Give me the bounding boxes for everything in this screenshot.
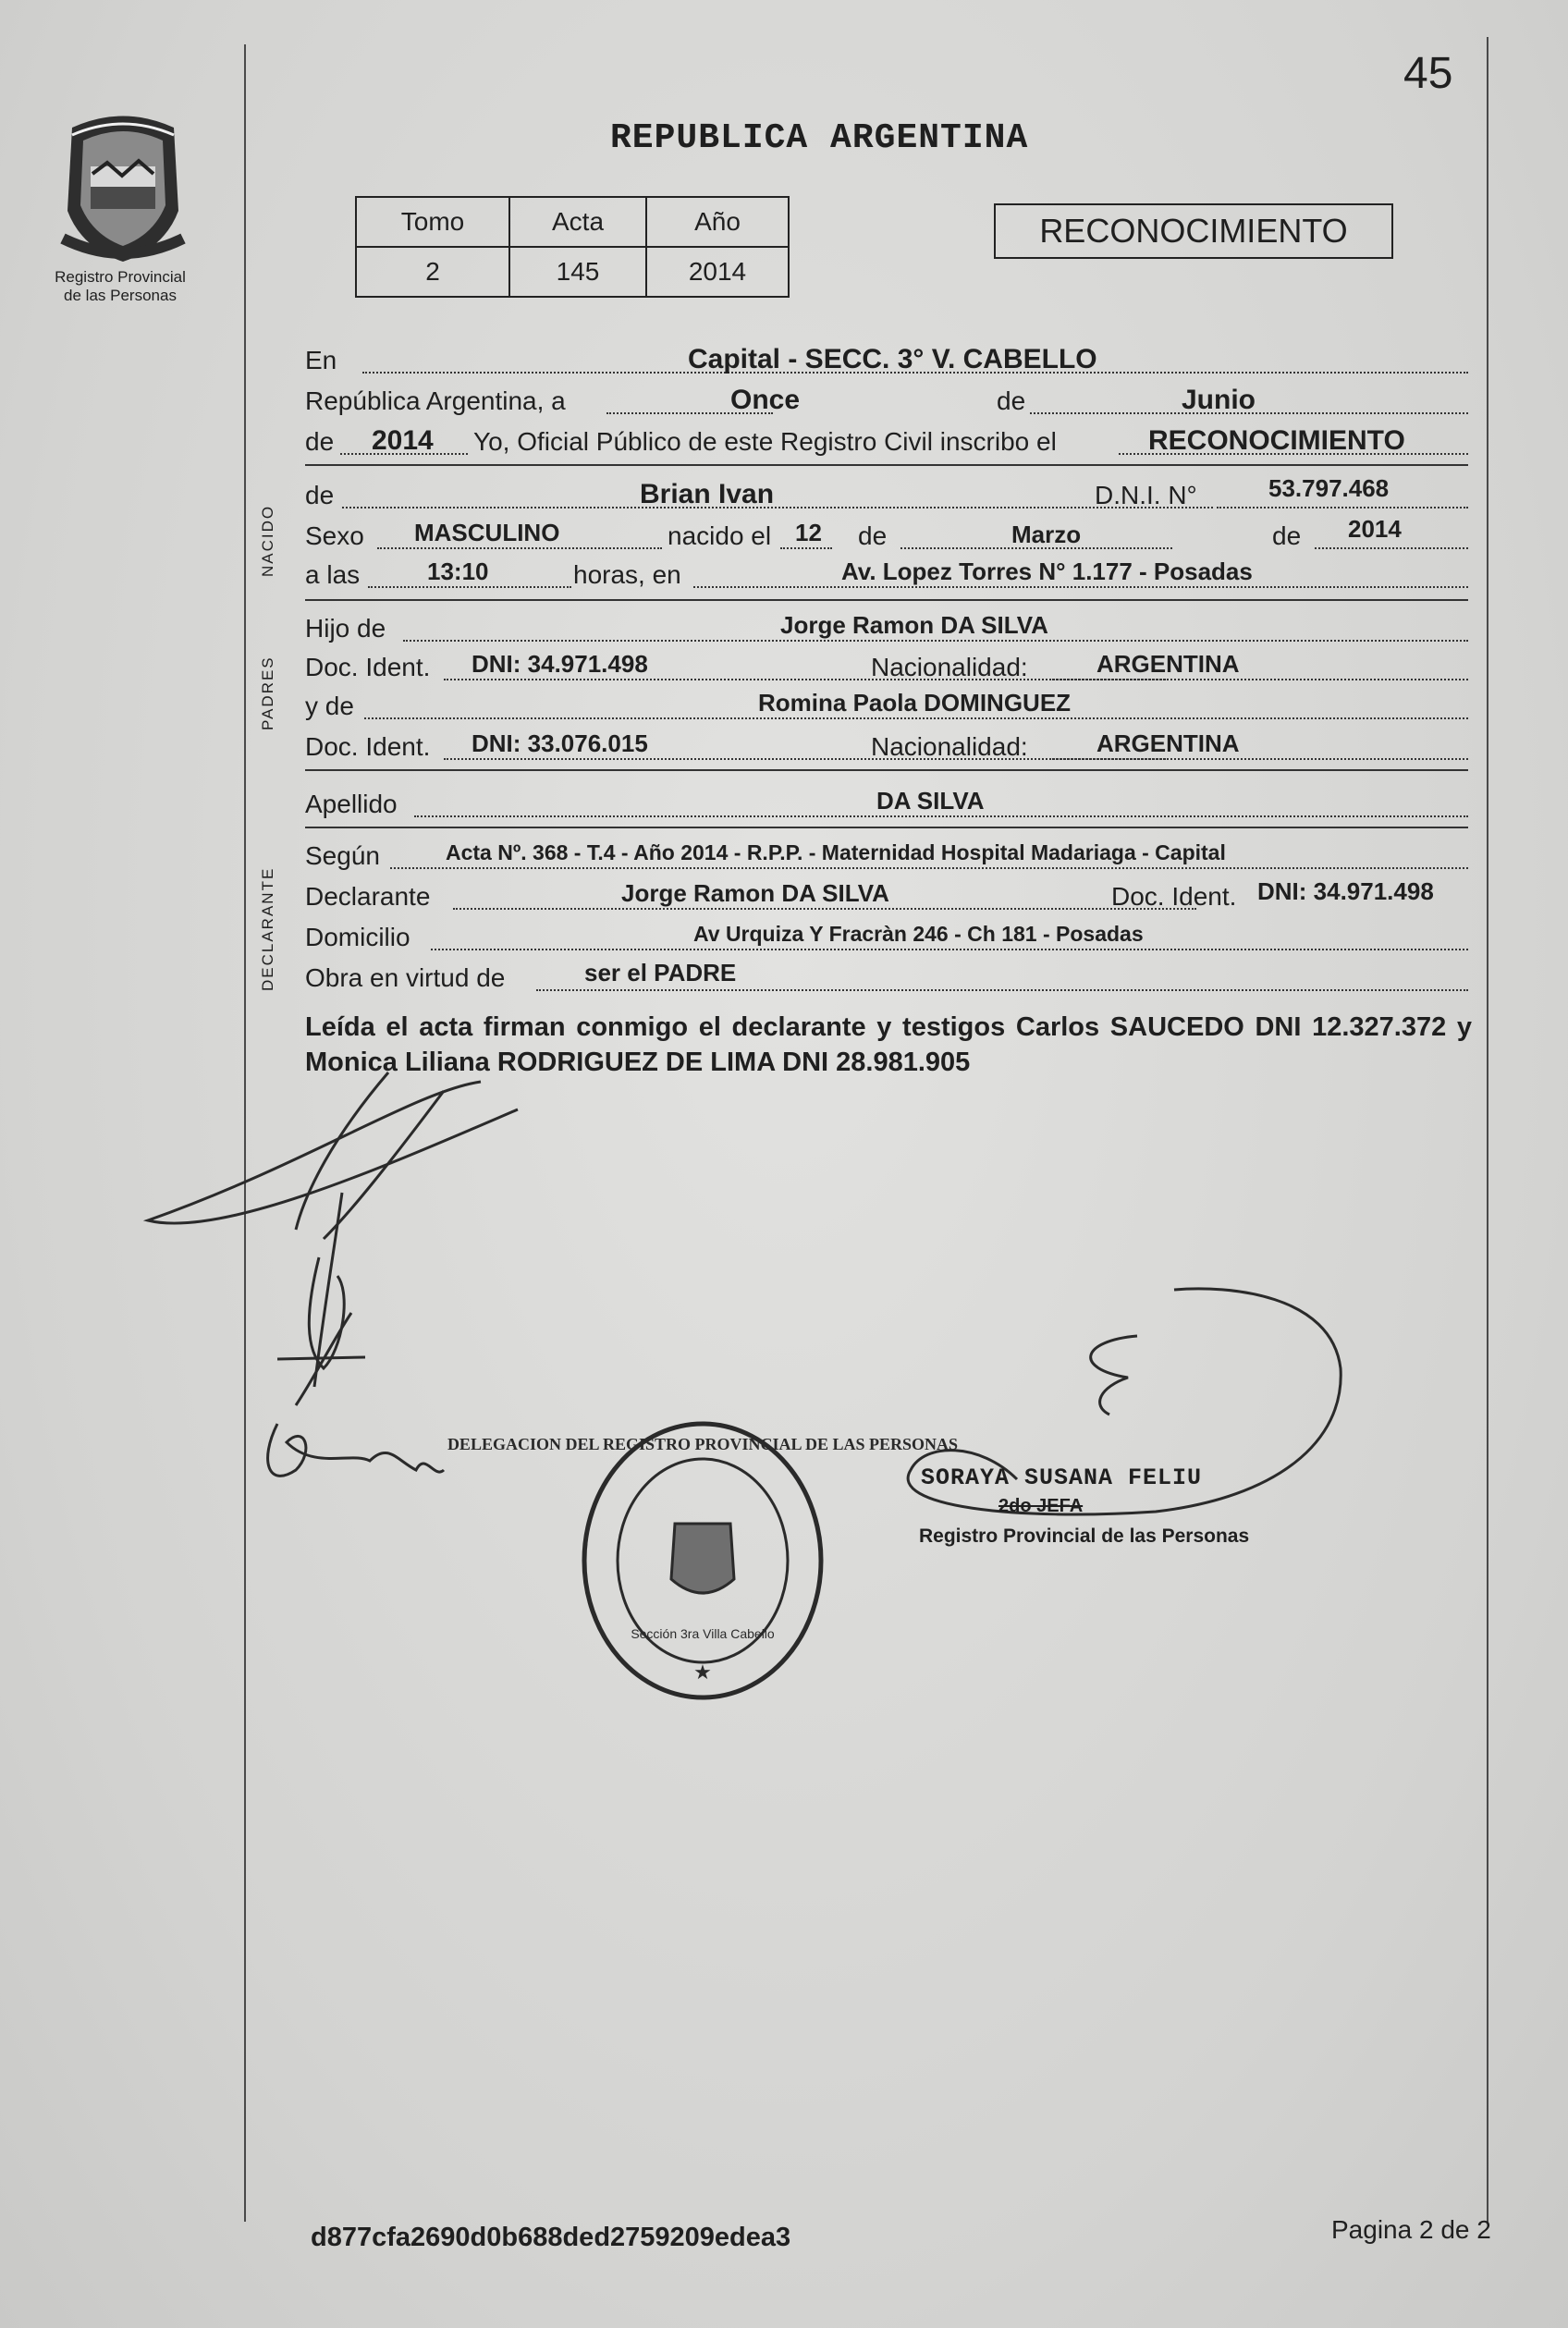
value-madre-nacionalidad: ARGENTINA bbox=[1096, 729, 1240, 757]
value-hora: 13:10 bbox=[427, 557, 489, 585]
value-dni: 53.797.468 bbox=[1268, 474, 1390, 502]
value-obra: ser el PADRE bbox=[584, 959, 737, 986]
label-yo-oficial: Yo, Oficial Público de este Registro Civil inscribo el bbox=[473, 427, 1057, 456]
table-value-anio: 2014 bbox=[646, 247, 789, 297]
page-indicator: Pagina 2 de 2 bbox=[1331, 2215, 1491, 2244]
value-domicilio: Av Urquiza Y Fracràn 246 - Ch 181 - Posadas bbox=[693, 922, 1144, 946]
label-dni: D.N.I. N° bbox=[1095, 481, 1197, 509]
value-sexo: MASCULINO bbox=[414, 519, 560, 546]
value-declarante-doc: DNI: 34.971.498 bbox=[1257, 877, 1434, 905]
table-header-anio: Año bbox=[646, 197, 789, 247]
table-value-acta: 145 bbox=[509, 247, 646, 297]
label-en: En bbox=[305, 346, 337, 374]
value-nacido-dia: 12 bbox=[795, 519, 822, 546]
value-anio: 2014 bbox=[372, 425, 434, 456]
label-apellido: Apellido bbox=[305, 790, 398, 818]
label-de-anio: de bbox=[1272, 521, 1302, 550]
label-doc-ident-2: Doc. Ident. bbox=[305, 732, 431, 761]
value-apellido: DA SILVA bbox=[876, 787, 985, 815]
official-seal bbox=[447, 1424, 958, 1697]
label-sexo: Sexo bbox=[305, 521, 364, 550]
table-header-acta: Acta bbox=[509, 197, 646, 247]
value-declarante: Jorge Ramon DA SILVA bbox=[621, 879, 889, 907]
label-declarante: Declarante bbox=[305, 882, 431, 911]
witness-signature-2 bbox=[268, 1424, 444, 1476]
label-nacionalidad-2: Nacionalidad: bbox=[871, 732, 1028, 761]
label-segun: Según bbox=[305, 841, 380, 870]
label-a-las: a las bbox=[305, 560, 361, 589]
label-doc-ident-1: Doc. Ident. bbox=[305, 653, 431, 681]
value-nombre: Brian Ivan bbox=[640, 479, 775, 509]
side-label-declarante: DECLARANTE bbox=[259, 866, 276, 991]
closing-paragraph: Leída el acta firman conmigo el declarante y testigos Carlos SAUCEDO DNI 12.327.372 y Monica Liliana RODRIGUEZ DE LIMA DNI 28.981.905 bbox=[305, 1012, 1472, 1077]
table-value-tomo: 2 bbox=[356, 247, 509, 297]
label-domicilio: Domicilio bbox=[305, 923, 410, 951]
value-lugar: Capital - SECC. 3° V. CABELLO bbox=[688, 344, 1097, 374]
value-padre: Jorge Ramon DA SILVA bbox=[780, 611, 1048, 639]
official-organization: Registro Provincial de las Personas bbox=[919, 1525, 1250, 1547]
value-acto: RECONOCIMIENTO bbox=[1148, 425, 1405, 456]
label-de-nombre: de bbox=[305, 481, 335, 509]
side-label-nacido: NACIDO bbox=[259, 504, 276, 577]
label-doc-ident-decl: Doc. Ident. bbox=[1111, 882, 1237, 911]
value-mes: Junio bbox=[1182, 385, 1256, 415]
value-padre-doc: DNI: 34.971.498 bbox=[472, 650, 648, 678]
value-madre-doc: DNI: 33.076.015 bbox=[472, 729, 648, 757]
document-type-box: RECONOCIMIENTO bbox=[994, 203, 1393, 259]
page-number: 45 bbox=[1403, 49, 1453, 98]
table-header-tomo: Tomo bbox=[356, 197, 509, 247]
value-nacido-anio: 2014 bbox=[1348, 515, 1402, 543]
value-nacido-mes: Marzo bbox=[1011, 521, 1082, 548]
value-lugar-nacimiento: Av. Lopez Torres N° 1.177 - Posadas bbox=[841, 557, 1253, 585]
witness-signature-1 bbox=[277, 1193, 365, 1405]
value-segun: Acta Nº. 368 - T.4 - Año 2014 - R.P.P. - Maternidad Hospital Madariaga - Capital bbox=[446, 840, 1226, 864]
label-de: de bbox=[997, 386, 1026, 415]
label-horas-en: horas, en bbox=[573, 560, 681, 589]
label-nacionalidad-1: Nacionalidad: bbox=[871, 653, 1028, 681]
value-dia: Once bbox=[730, 385, 801, 415]
declarant-signature bbox=[148, 1072, 518, 1239]
value-padre-nacionalidad: ARGENTINA bbox=[1096, 650, 1240, 678]
logo-caption: Registro Provincial de las Personas bbox=[55, 268, 186, 304]
label-republica: República Argentina, a bbox=[305, 386, 566, 415]
label-hijo-de: Hijo de bbox=[305, 614, 386, 643]
official-name: SORAYA SUSANA FELIU bbox=[921, 1464, 1203, 1491]
value-madre: Romina Paola DOMINGUEZ bbox=[758, 689, 1072, 717]
document-hash: d877cfa2690d0b688ded2759209edea3 bbox=[311, 2223, 791, 2252]
label-y-de: y de bbox=[305, 692, 354, 720]
official-role: 2do JEFA bbox=[998, 1496, 1084, 1516]
document-title: REPUBLICA ARGENTINA bbox=[610, 118, 1029, 158]
label-de2: de bbox=[305, 427, 335, 456]
label-nacido-el: nacido el bbox=[668, 521, 772, 550]
label-de-mes: de bbox=[858, 521, 888, 550]
side-label-padres: PADRES bbox=[259, 656, 276, 730]
seal-outer-text: DELEGACION DEL REGISTRO PROVINCIAL DE LAS PERSONAS bbox=[447, 1435, 959, 1453]
seal-inner-text: Sección 3ra Villa Cabello bbox=[631, 1626, 775, 1641]
svg-text:★: ★ bbox=[693, 1660, 712, 1684]
label-obra: Obra en virtud de bbox=[305, 963, 506, 992]
